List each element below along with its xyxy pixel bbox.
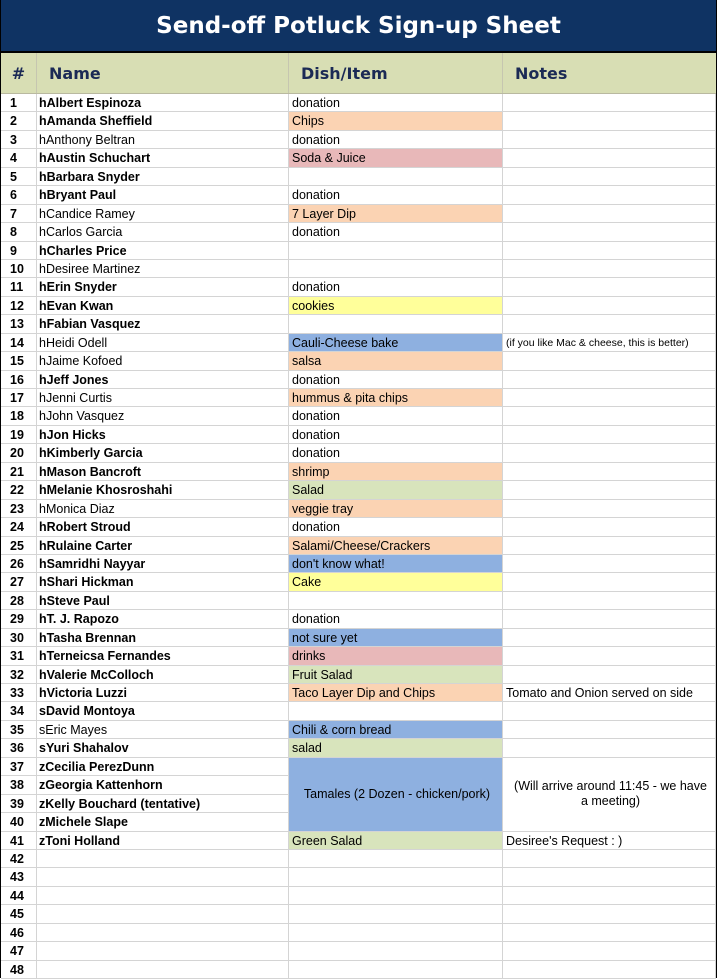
row-number[interactable]: 27 (1, 573, 37, 591)
row-number[interactable]: 3 (1, 131, 37, 149)
dish-cell[interactable]: donation (289, 131, 503, 149)
notes-cell[interactable] (503, 647, 716, 665)
row-number[interactable]: 32 (1, 666, 37, 684)
name-cell[interactable] (37, 868, 289, 886)
row-number[interactable]: 26 (1, 555, 37, 573)
row-number[interactable]: 13 (1, 315, 37, 333)
row-number[interactable]: 33 (1, 684, 37, 702)
row-number[interactable]: 4 (1, 149, 37, 167)
notes-cell[interactable] (503, 924, 716, 942)
row-number[interactable]: 8 (1, 223, 37, 241)
name-cell[interactable]: zCecilia PerezDunn (37, 758, 289, 776)
dish-cell[interactable]: Green Salad (289, 832, 503, 850)
notes-cell[interactable] (503, 537, 716, 555)
dish-cell[interactable]: hummus & pita chips (289, 389, 503, 407)
notes-cell[interactable] (503, 463, 716, 481)
dish-cell[interactable]: veggie tray (289, 500, 503, 518)
row-number[interactable]: 9 (1, 242, 37, 260)
name-cell[interactable] (37, 924, 289, 942)
name-cell[interactable]: hAlbert Espinoza (37, 94, 289, 112)
dish-cell[interactable]: don't know what! (289, 555, 503, 573)
row-number[interactable]: 44 (1, 887, 37, 905)
name-cell[interactable]: hTasha Brennan (37, 629, 289, 647)
row-number[interactable]: 29 (1, 610, 37, 628)
dish-cell[interactable]: donation (289, 426, 503, 444)
notes-cell[interactable] (503, 426, 716, 444)
notes-cell[interactable] (503, 702, 716, 720)
row-number[interactable]: 28 (1, 592, 37, 610)
row-number[interactable]: 46 (1, 924, 37, 942)
dish-cell[interactable]: donation (289, 186, 503, 204)
dish-cell[interactable] (289, 961, 503, 979)
row-number[interactable]: 11 (1, 278, 37, 296)
name-cell[interactable] (37, 887, 289, 905)
dish-cell[interactable]: donation (289, 223, 503, 241)
name-cell[interactable]: hJon Hicks (37, 426, 289, 444)
name-cell[interactable]: hVictoria Luzzi (37, 684, 289, 702)
notes-cell[interactable] (503, 961, 716, 979)
name-cell[interactable] (37, 942, 289, 960)
notes-cell[interactable] (503, 481, 716, 499)
row-number[interactable]: 36 (1, 739, 37, 757)
dish-cell-merged[interactable]: Tamales (2 Dozen - chicken/pork) (289, 758, 503, 832)
notes-cell[interactable] (503, 500, 716, 518)
notes-line-1: (Will arrive around 11:45 - we have (514, 779, 707, 794)
notes-cell[interactable] (503, 868, 716, 886)
notes-cell[interactable] (503, 131, 716, 149)
name-cell[interactable]: zKelly Bouchard (tentative) (37, 795, 289, 813)
dish-cell[interactable]: not sure yet (289, 629, 503, 647)
notes-cell[interactable]: Desiree's Request : ) (503, 832, 716, 850)
dish-cell[interactable]: Salami/Cheese/Crackers (289, 537, 503, 555)
notes-cell[interactable] (503, 942, 716, 960)
row-number[interactable]: 37 (1, 758, 37, 776)
dish-cell[interactable]: Chips (289, 112, 503, 130)
notes-cell[interactable] (503, 573, 716, 591)
name-cell[interactable]: hSamridhi Nayyar (37, 555, 289, 573)
dish-cell[interactable]: Taco Layer Dip and Chips (289, 684, 503, 702)
name-cell[interactable]: hSteve Paul (37, 592, 289, 610)
notes-cell[interactable] (503, 149, 716, 167)
name-cell[interactable]: hDesiree Martinez (37, 260, 289, 278)
name-cell[interactable]: hJenni Curtis (37, 389, 289, 407)
row-number[interactable]: 48 (1, 961, 37, 979)
dish-cell[interactable]: Cake (289, 573, 503, 591)
row-number[interactable]: 1 (1, 94, 37, 112)
row-number[interactable]: 17 (1, 389, 37, 407)
notes-cell[interactable] (503, 905, 716, 923)
notes-cell[interactable] (503, 721, 716, 739)
name-cell[interactable]: sYuri Shahalov (37, 739, 289, 757)
name-cell[interactable]: hCarlos Garcia (37, 223, 289, 241)
dish-cell[interactable]: 7 Layer Dip (289, 205, 503, 223)
dish-cell[interactable]: drinks (289, 647, 503, 665)
name-cell[interactable]: hJeff Jones (37, 371, 289, 389)
row-number[interactable]: 40 (1, 813, 37, 831)
column-header-row (1, 53, 716, 94)
row-number[interactable]: 24 (1, 518, 37, 536)
notes-cell[interactable] (503, 242, 716, 260)
dish-cell[interactable]: donation (289, 278, 503, 296)
dish-cell[interactable]: salsa (289, 352, 503, 370)
row-number[interactable]: 39 (1, 795, 37, 813)
dish-cell[interactable]: Fruit Salad (289, 666, 503, 684)
notes-cell[interactable]: (if you like Mac & cheese, this is better) (503, 334, 716, 352)
row-number[interactable]: 45 (1, 905, 37, 923)
notes-cell[interactable] (503, 205, 716, 223)
dish-cell[interactable]: donation (289, 371, 503, 389)
dish-cell[interactable] (289, 260, 503, 278)
name-cell[interactable]: hFabian Vasquez (37, 315, 289, 333)
dish-cell[interactable] (289, 942, 503, 960)
notes-cell-merged[interactable] (503, 758, 716, 832)
notes-cell[interactable] (503, 407, 716, 425)
name-cell[interactable]: hHeidi Odell (37, 334, 289, 352)
row-number[interactable]: 31 (1, 647, 37, 665)
dish-cell[interactable]: donation (289, 94, 503, 112)
row-number[interactable]: 7 (1, 205, 37, 223)
header-dish[interactable]: Dish/Item (289, 53, 503, 93)
name-cell[interactable]: hMason Bancroft (37, 463, 289, 481)
notes-line-2: a meeting) (580, 794, 641, 809)
dish-cell[interactable]: donation (289, 444, 503, 462)
dish-cell[interactable]: shrimp (289, 463, 503, 481)
name-cell[interactable] (37, 850, 289, 868)
name-cell[interactable]: hBarbara Snyder (37, 168, 289, 186)
row-number[interactable]: 19 (1, 426, 37, 444)
notes-cell[interactable] (503, 887, 716, 905)
notes-cell[interactable] (503, 389, 716, 407)
notes-cell[interactable] (503, 94, 716, 112)
header-notes[interactable]: Notes (515, 63, 568, 83)
row-number[interactable]: 16 (1, 371, 37, 389)
notes-cell[interactable] (503, 168, 716, 186)
row-number[interactable]: 5 (1, 168, 37, 186)
name-cell[interactable]: hJaime Kofoed (37, 352, 289, 370)
signup-table (1, 94, 716, 979)
row-number[interactable]: 18 (1, 407, 37, 425)
row-number[interactable]: 30 (1, 629, 37, 647)
row-number[interactable]: 12 (1, 297, 37, 315)
dish-cell[interactable] (289, 592, 503, 610)
name-cell[interactable]: zGeorgia Kattenhorn (37, 776, 289, 794)
notes-cell[interactable] (503, 610, 716, 628)
row-number[interactable]: 14 (1, 334, 37, 352)
notes-cell[interactable] (503, 739, 716, 757)
dish-cell[interactable] (289, 702, 503, 720)
notes-cell[interactable] (503, 278, 716, 296)
name-cell[interactable]: zMichele Slape (37, 813, 289, 831)
row-number[interactable]: 21 (1, 463, 37, 481)
row-number[interactable]: 38 (1, 776, 37, 794)
row-number[interactable]: 43 (1, 868, 37, 886)
notes-cell[interactable] (503, 518, 716, 536)
row-number[interactable]: 10 (1, 260, 37, 278)
dish-cell[interactable]: salad (289, 739, 503, 757)
notes-cell[interactable] (503, 112, 716, 130)
name-cell[interactable]: sDavid Montoya (37, 702, 289, 720)
row-number[interactable]: 23 (1, 500, 37, 518)
name-cell[interactable]: hErin Snyder (37, 278, 289, 296)
name-cell[interactable]: hT. J. Rapozo (37, 610, 289, 628)
row-number[interactable]: 22 (1, 481, 37, 499)
row-number[interactable]: 6 (1, 186, 37, 204)
name-cell[interactable] (37, 961, 289, 979)
notes-cell[interactable] (503, 186, 716, 204)
name-cell[interactable]: hAustin Schuchart (37, 149, 289, 167)
dish-cell[interactable] (289, 850, 503, 868)
name-cell[interactable]: hRobert Stroud (37, 518, 289, 536)
name-cell[interactable] (37, 905, 289, 923)
name-cell[interactable]: sEric Mayes (37, 721, 289, 739)
dish-cell[interactable] (289, 887, 503, 905)
dish-cell[interactable]: donation (289, 407, 503, 425)
dish-cell[interactable]: donation (289, 610, 503, 628)
name-cell[interactable]: hCandice Ramey (37, 205, 289, 223)
name-cell[interactable]: hKimberly Garcia (37, 444, 289, 462)
dish-cell[interactable]: cookies (289, 297, 503, 315)
notes-cell[interactable]: Tomato and Onion served on side (503, 684, 716, 702)
dish-cell[interactable]: Salad (289, 481, 503, 499)
dish-cell[interactable] (289, 168, 503, 186)
name-cell[interactable]: hValerie McColloch (37, 666, 289, 684)
name-cell[interactable]: hRulaine Carter (37, 537, 289, 555)
name-cell[interactable]: hJohn Vasquez (37, 407, 289, 425)
sheet-title: Send-off Potluck Sign-up Sheet (1, 0, 716, 53)
dish-cell[interactable] (289, 924, 503, 942)
name-cell[interactable]: hAmanda Sheffield (37, 112, 289, 130)
name-cell[interactable]: hAnthony Beltran (37, 131, 289, 149)
notes-cell[interactable] (503, 666, 716, 684)
row-number[interactable]: 47 (1, 942, 37, 960)
notes-cell[interactable] (503, 260, 716, 278)
row-number[interactable]: 35 (1, 721, 37, 739)
notes-cell[interactable] (503, 629, 716, 647)
dish-cell[interactable]: donation (289, 518, 503, 536)
notes-cell[interactable] (503, 592, 716, 610)
dish-cell[interactable]: Cauli-Cheese bake (289, 334, 503, 352)
row-number[interactable]: 34 (1, 702, 37, 720)
dish-cell[interactable]: Soda & Juice (289, 149, 503, 167)
row-number[interactable]: 41 (1, 832, 37, 850)
dish-cell[interactable] (289, 315, 503, 333)
notes-cell[interactable] (503, 444, 716, 462)
dish-cell[interactable]: Chili & corn bread (289, 721, 503, 739)
name-cell[interactable]: hBryant Paul (37, 186, 289, 204)
header-name[interactable]: Name (37, 53, 289, 93)
notes-cell[interactable] (503, 371, 716, 389)
header-number[interactable]: # (1, 53, 37, 93)
notes-cell[interactable] (503, 850, 716, 868)
name-cell[interactable]: hCharles Price (37, 242, 289, 260)
dish-cell[interactable] (289, 905, 503, 923)
dish-cell[interactable] (289, 868, 503, 886)
notes-cell[interactable] (503, 555, 716, 573)
dish-cell[interactable] (289, 242, 503, 260)
row-number[interactable]: 20 (1, 444, 37, 462)
notes-cell[interactable] (503, 297, 716, 315)
name-cell[interactable]: hEvan Kwan (37, 297, 289, 315)
row-number[interactable]: 15 (1, 352, 37, 370)
row-number[interactable]: 42 (1, 850, 37, 868)
name-cell[interactable]: hShari Hickman (37, 573, 289, 591)
notes-cell[interactable] (503, 352, 716, 370)
row-number[interactable]: 2 (1, 112, 37, 130)
name-cell[interactable]: hMonica Diaz (37, 500, 289, 518)
name-cell[interactable]: zToni Holland (37, 832, 289, 850)
notes-cell[interactable] (503, 223, 716, 241)
name-cell[interactable]: hMelanie Khosroshahi (37, 481, 289, 499)
name-cell[interactable]: hTerneicsa Fernandes (37, 647, 289, 665)
row-number[interactable]: 25 (1, 537, 37, 555)
notes-cell[interactable] (503, 315, 716, 333)
